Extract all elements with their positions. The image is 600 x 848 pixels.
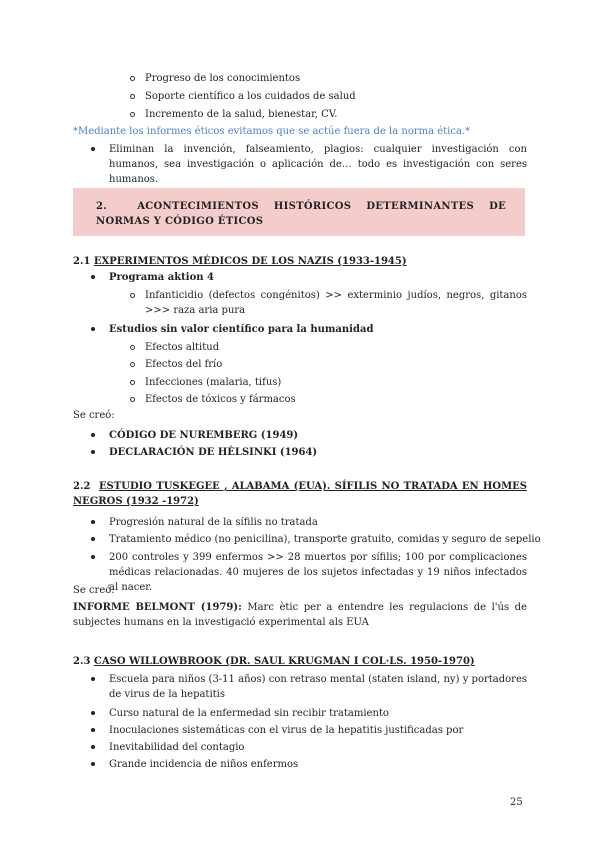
list-item: Programa aktion 4 — [109, 272, 214, 283]
list-item: CÓDIGO DE NUREMBERG (1949) — [109, 430, 299, 441]
list-item: Infanticidio (defectos congénitos) >> exterminio judíos, negros, gitanos >>> raza aria pura — [145, 290, 527, 316]
circle-bullet-icon — [130, 380, 135, 385]
list-item: Tratamiento médico (no penicilina), transporte gratuito, comidas y seguro de sepelio — [109, 534, 541, 545]
bullet-icon — [91, 327, 95, 331]
bullet-icon — [91, 450, 95, 454]
bullet-icon — [91, 537, 95, 541]
list-item: Incremento de la salud, bienestar, CV. — [145, 109, 338, 120]
bullet-icon — [91, 745, 95, 749]
bullet-icon — [91, 433, 95, 437]
circle-bullet-icon — [130, 76, 135, 81]
list-item: Efectos del frío — [145, 359, 223, 370]
list-item: Inevitabilidad del contagio — [109, 742, 245, 753]
page-number: 25 — [510, 797, 523, 808]
list-item: Curso natural de la enfermedad sin recibir tratamiento — [109, 708, 389, 719]
ethics-note: *Mediante los informes éticos evitamos que se actúe fuera de la norma ética.* — [73, 126, 471, 137]
bullet-icon — [91, 762, 95, 766]
bullet-icon — [91, 520, 95, 524]
list-item: Efectos de tóxicos y fármacos — [145, 394, 296, 405]
list-item: Grande incidencia de niños enfermos — [109, 759, 299, 770]
list-item: Inoculaciones sistemáticas con el virus de la hepatitis justificadas por — [109, 725, 464, 736]
list-item: 200 controles y 399 enfermos >> 28 muertos por sífilis; 100 por complicaciones médicas relacionadas. 40 mujeres de los sujetos infectadas y 19 niños infectados al nacer. — [109, 552, 527, 593]
circle-bullet-icon — [130, 112, 135, 117]
circle-bullet-icon — [130, 94, 135, 99]
list-item: Progresión natural de la sífilis no tratada — [109, 517, 318, 528]
circle-bullet-icon — [130, 397, 135, 402]
list-item: Estudios sin valor científico para la humanidad — [109, 324, 374, 335]
list-item: Escuela para niños (3-11 años) con retraso mental (staten island, ny) y portadores de virus de la hepatitis — [109, 674, 527, 700]
circle-bullet-icon — [130, 293, 135, 298]
bullet-icon — [91, 677, 95, 681]
bullet-icon — [91, 147, 95, 151]
circle-bullet-icon — [130, 362, 135, 367]
list-item: Efectos altitud — [145, 342, 220, 353]
list-item: Eliminan la invención, falseamiento, plagios: cualquier investigación con humanos, sea investigación o aplicación de… todo es investigación con seres humanos. — [109, 144, 527, 185]
section-title: ACONTECIMIENTOS HISTÓRICOS DETERMINANTES DE NORMAS Y CÓDIGO ÉTICOS — [96, 201, 506, 227]
created-label: Se creó: — [73, 410, 115, 421]
circle-bullet-icon — [130, 345, 135, 350]
bullet-icon — [91, 728, 95, 732]
section-number: 2. — [96, 201, 108, 212]
belmont-report: INFORME BELMONT (1979): Marc ètic per a entendre les regulacions de l'ús de subjectes humans en la investigació experimental als EUA — [73, 602, 527, 628]
subsection-heading-2-1: 2.1 EXPERIMENTOS MÉDICOS DE LOS NAZIS (1933-1945) — [73, 256, 407, 267]
bullet-icon — [91, 555, 95, 559]
list-item: Progreso de los conocimientos — [145, 73, 301, 84]
section-heading — [96, 199, 506, 229]
list-item: Soporte científico a los cuidados de salud — [145, 91, 356, 102]
subsection-heading-2-2: 2.2 ESTUDIO TUSKEGEE , ALABAMA (EUA). SÍFILIS NO TRATADA EN HOMES NEGROS (1932 -1972) — [73, 481, 527, 507]
list-item: Infecciones (malaria, tifus) — [145, 377, 282, 388]
list-item: DECLARACIÓN DE HÈLSINKI (1964) — [109, 447, 318, 458]
bullet-icon — [91, 711, 95, 715]
bullet-icon — [91, 275, 95, 279]
subsection-heading-2-3: 2.3 CASO WILLOWBROOK (DR. SAUL KRUGMAN I COL·LS. 1950-1970) — [73, 656, 475, 667]
created-label: Se creó: — [73, 585, 115, 596]
